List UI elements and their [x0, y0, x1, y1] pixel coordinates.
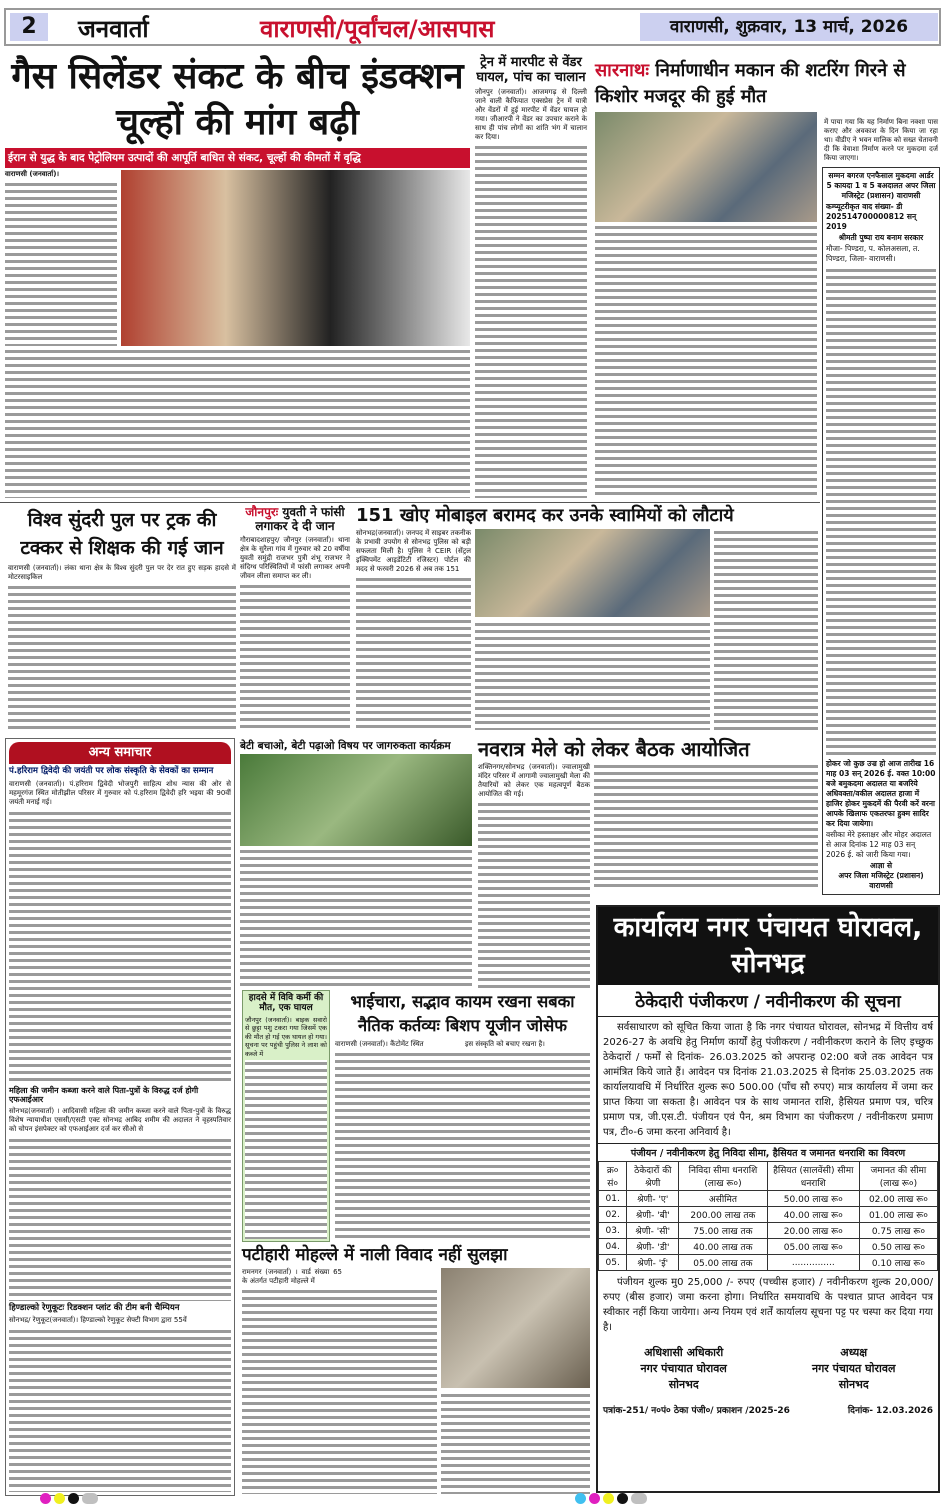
jaunpur-kicker: जौनपुरः — [245, 505, 279, 519]
bishop-lead-2: इस संस्कृति को बचाए रखना है। — [465, 1040, 545, 1048]
lead-body-columns — [5, 348, 470, 498]
mobile-story — [356, 506, 818, 730]
registration-marks-left — [40, 1489, 101, 1508]
sarnath-side-text: में पाया गया कि यह निर्माण बिना नक्शा पास कराए और अवकाश के दिन किया जा रहा था। वीडीए ने भवन मालिक को सख्त चेतावनी दी कि वेवाशा निर्माण करने पर मुकदमा दर्ज किया जाएगा। — [824, 118, 938, 162]
registration-marks-center — [575, 1489, 650, 1508]
other-news-headline-3: हिण्डाल्को रेणुकूटः रिडक्शन प्लांट की टीम बनी चैम्पियन — [9, 1302, 180, 1313]
col-sno: क्र० सं० — [599, 1162, 627, 1191]
divider — [0, 502, 820, 503]
notice-date: दिनांक- 12.03.2026 — [847, 1406, 933, 1416]
patihari-lead: रामनगर (जनवार्ता) । वार्ड संख्या 65 के अंतर्गत पटीहारी मोहल्ले में — [242, 1267, 342, 1285]
other-news-lead-3: सोनभद्र/ रेणुकूट(जनवार्ता)। हिण्डाल्को रेणुकूट सेफ्टी विभाग द्वारा 55वें — [9, 1316, 187, 1325]
table-row: 05. श्रेणी- 'ई' 05.00 लाख तक ............... 0.10 लाख रू० — [599, 1255, 938, 1271]
col-security: जमानत की सीमा (लाख रू०) — [859, 1162, 937, 1191]
patihari-body — [242, 1288, 437, 1494]
bishop-body — [335, 1051, 590, 1242]
issue-date: वाराणसी, शुक्रवार, 13 मार्च, 2026 — [640, 13, 938, 41]
notice-fee-text: पंजीयन शुल्क मु0 25,000 /- रुपए (पच्चीस हजार) / नवीनीकरण शुल्क 20,000/ रुपए (बीस हजार) जमा करना होगा। निर्धारित समयावधि के पश्चात प्राप्त आवेदन पत्र स्वीकार नहीं किया जायेगा। अन्य नियम एवं शर्तें कार्यालय सूचना पट्ट पर चस्पा कर दिया गया है। — [603, 1277, 933, 1333]
bridge-body — [8, 584, 236, 730]
mobile-lead: सोनभद्र(जनवार्ता)। जनपद में साइबर तकनीक के प्रभावी उपयोग से सोनभद्र पुलिस को बड़ी सफलता मिली है। पुलिस ने CEIR (सेंट्रल इक्विपमेंट आइडेंटिटी रजिस्टर) पोर्टल की मदद से फरवरी 2026 से अब तक 151 — [356, 528, 471, 573]
tender-notice — [596, 905, 940, 1493]
bridge-story — [8, 506, 236, 730]
table-row: 02. श्रेणी- 'बी' 200.00 लाख तक 40.00 लाख रू० 01.00 लाख रू० — [599, 1207, 938, 1223]
beti-story — [240, 740, 472, 986]
train-story — [475, 56, 587, 498]
train-body — [475, 144, 587, 498]
bishop-story — [335, 990, 590, 1242]
col-tender-limit: निविदा सीमा धनराशि (लाख रू०) — [679, 1162, 768, 1191]
other-news-headline-2: महिला की जमीन कब्जा करने वाले पिता-पुत्रों के विरुद्ध दर्ज होगी एफआईआर — [9, 1085, 199, 1104]
signature-chairman: अध्यक्ष नगर पंचायत घोरावल सोनभद — [811, 1346, 896, 1391]
mobile-headline: 151 खोए मोबाइल बरामद कर उनके स्वामियों को लौटाये — [356, 505, 734, 526]
col-category: ठेकेदारों की श्रेणी — [627, 1162, 679, 1191]
lead-story — [5, 54, 470, 498]
notice-table-title: पंजीयन / नवीनीकरण हेतु निविदा सीमा, हैसियत व जमानत धनराशि का विवरण — [598, 1143, 938, 1161]
summons-title: सम्मन बगरज एनफैसाल मुकदमा आर्डर 5 कायदा 1 व 5 बअदालत अपर जिला मजिस्ट्रेट (प्रशासन) वाराणसी — [826, 171, 936, 200]
signature-executive-officer: अधिशासी अधिकारी नगर पंचायात घोरावल सोनभद — [640, 1346, 727, 1391]
beti-event-photo — [240, 754, 472, 846]
other-news-body-3 — [9, 1328, 231, 1492]
other-news-lead-2: सोनभद्र(जनवार्ता) । आदिवासी महिला की जमीन कब्जा करने वाले पिता-पुत्रों के विरुद्ध विशेष न्यायाधीश एससी/एसटी एक्ट सोनभद्र आबिद शमीम की अदालत ने वृहस्पतिवार को चोपन इंसपेक्टर को एफआईआर दर्ज कर सीओ से — [9, 1106, 231, 1133]
col-solvency: हैसियत (सालवेंसी) सीमा धनराशि — [767, 1162, 859, 1191]
table-row: 01. श्रेणी- 'ए' असीमित 50.00 लाख रू० 02.00 लाख रू० — [599, 1191, 938, 1207]
tender-table — [598, 1161, 938, 1271]
other-news-box — [5, 738, 235, 1496]
summons-hearing: होकर जो कुछ उज्र हो आज तारीख 16 माह 03 सन् 2026 ई. वक्त 10:00 बजे बमुकदमा अदालत या बजरिये अधिवक्ता/वकील अदालत हाजा में हाजिर होकर मुकदमें की पैरवी करें वरना आपके खिलाफ एकतरफा हुक्म सादिर कर दिया जायेगा। — [826, 759, 936, 828]
navratri-lead: शक्तिनगर/सोनभद्र (जनवार्ता)। ज्वालामुखी मंदिर परिसर में आगामी ज्वालामुखी मेला की तैयारियों को लेकर एक महत्वपूर्ण बैठक आयोजित की गई। — [478, 763, 590, 798]
bridge-headline: विश्व सुंदरी पुल पर ट्रक की टक्कर से शिक्षक की गई जान — [20, 509, 224, 559]
section-title: वाराणसी/पूर्वांचल/आसपास — [260, 15, 495, 43]
beti-body — [240, 848, 472, 986]
accident-body — [245, 1060, 327, 1239]
jaunpur-headline: युवती ने फांसी लगाकर दे दी जान — [255, 505, 345, 533]
summons-parties: श्रीमती पुष्पा राय बनाम सरकार — [838, 233, 924, 242]
train-headline: ट्रेन में मारपीट से वेंडर घायल, पांच का चालान — [476, 55, 586, 85]
sarnath-headline-text: निर्माणाधीन मकान की शटरिंग गिरने से किशोर मजदूर की हुई मौत — [595, 60, 906, 107]
sarnath-photo — [595, 112, 817, 222]
summons-sign-1: आज्ञा से — [869, 861, 893, 870]
summons-case: कम्प्यूटरीकृत वाद संख्या- डी 202514700000812 सन् 2019 — [826, 202, 917, 231]
summons-body — [826, 267, 936, 756]
table-row: 03. श्रेणी- 'सी' 75.00 लाख तक 20.00 लाख रू० 0.75 लाख रू० — [599, 1223, 938, 1239]
brand-name: जनवार्ता — [78, 15, 149, 43]
summons-closing: वसीका मेरे हस्ताक्षर और मोहर अदालत से आज दिनांक 12 माह 03 सन् 2026 ई. को जारी किया गया। — [826, 830, 932, 859]
navratri-body-2 — [594, 763, 818, 891]
mobile-body-3 — [714, 529, 818, 730]
table-row: 04. श्रेणी- 'डी' 40.00 लाख तक 05.00 लाख रू० 0.50 लाख रू० — [599, 1239, 938, 1255]
lead-body — [5, 181, 117, 346]
mobile-body-2 — [475, 621, 710, 730]
summons-sign-3: वाराणसी — [869, 881, 893, 890]
page-number: 2 — [10, 13, 48, 41]
jaunpur-story — [240, 506, 350, 730]
patihari-body-2 — [441, 1392, 590, 1494]
other-news-body-2 — [9, 1137, 231, 1301]
other-news-headline-1: पं.हरिराम द्विवेदी की जयंती पर लोक संस्कृति के सेवकों का सम्मान — [9, 766, 214, 776]
beti-headline: बेटी बचाओ, बेटी पढ़ाओ विषय पर जागरुकता कार्यक्रम — [240, 740, 451, 752]
navratri-body — [478, 801, 590, 988]
other-news-title: अन्य समाचार — [9, 742, 231, 764]
accident-headline: हादसे में विवि कर्मी की मौत, एक घायल — [248, 993, 324, 1014]
jaunpur-body — [240, 583, 350, 730]
sarnath-kicker: सारनाथः — [595, 60, 649, 81]
accident-box — [242, 990, 330, 1242]
drain-photo — [441, 1268, 590, 1388]
lead-subhead: ईरान से युद्ध के बाद पेट्रोलियम उत्पादों की आपूर्ति बाधित से संकट, चूल्हों की कीमतों में वृद्धि — [5, 148, 470, 168]
bishop-lead: वाराणसी (जनवार्ता)। कैंटोमेंट स्थित — [335, 1040, 424, 1048]
notice-reference: पत्रांक-251/ न०पं० ठेका पंजी०/ प्रकाशन /2025-26 — [603, 1406, 790, 1416]
summons-place: मौजा- पिण्डरा, प. कोलअसला, त. पिण्डरा, जिला- वाराणसी। — [826, 244, 920, 263]
mobile-handover-photo — [475, 529, 710, 617]
train-lead: जौनपुर (जनवार्ता)। आजमगढ़ से दिल्ली जाने वाली कैफियात एक्सप्रेस ट्रेन में यात्री और वेंडरों में हुई मारपीट में वेंडर घायल हो गया। जीआरपी ने वेंडर का उपचार कराने के साथ ही पांच लोगों का शांति भंग में चालान कर दिया। — [475, 87, 587, 141]
jaunpur-lead: गौराबादशाहपुर/ जौनपुर (जनवार्ता)। थाना क्षेत्र के सुरैला गांव में गुरुवार को 20 वर्षीया युवती समुंद्री राजभर पुत्री शंभू राजभर ने संदिग्ध परिस्थितियों में फांसी लगाकर अपनी जीवन लीला समाप्त कर ली। — [240, 535, 350, 580]
cylinders-induction-photo — [121, 170, 470, 346]
other-news-lead-1: वाराणसी (जनवार्ता)। पं.हरिराम द्विवेदी भोजपुरी साहित्य शोध न्यास की ओर से महमूरगंज स्थित मोतीझील परिसर में गुरुवार को पं.हरिराम द्विवेदी हरि भइया की 90वीं जयंती मनाई गई। — [9, 779, 231, 806]
bridge-lead: वाराणसी (जनवार्ता)। लंका थाना क्षेत्र के विश्व सुंदरी पुल पर देर रात हुए सड़क हादसे में मोटरसाइकिल — [8, 564, 236, 581]
notice-body: सर्वसाधारण को सूचित किया जाता है कि नगर पंचायत घोरावल, सोनभद्र में वित्तीय वर्ष 2026-27 के अवधि हेतु निर्माण कार्यों हेतु पंजीकरण / नवीनीकरण कराने के लिए इच्छुक ठेकेदारों / फर्मों से दिनांक- 26.03.2025 को अपरान्ह 02:00 बजे तक आवेदन पत्र आमंत्रित किये जाते हैं। आवेदन पत्र दिनांक 21.03.2025 से दिनांक 25.03.2025 तक कार्यालयावधि में निर्धारित शुल्क रू0 500.00 (पाँच सौ रुपए) मात्र कार्यालय में जमा कर प्राप्त किया जा सकता है। आवेदन पत्र के साथ जमानत राशि, हैसियत प्रमाण पत्र, चरित्र प्रमाण पत्र, जी.एस.टी. पंजीयन एवं पैन, श्रम विभाग का पंजीकरण / नवीनीकरण प्रमाण पत्र, टी०-6 जमा करना अनिवार्य है। — [603, 1022, 933, 1138]
patihari-story — [242, 1246, 590, 1494]
accident-lead: जौनपुर (जनवार्ता)। बाइक सवारो से छुट्टा पशु टकरा गया जिसमें एक की मौत हो गई एक घायल हो गया। सूचना पर पहुंची पुलिस ने लाश को कब्जे में — [245, 1015, 327, 1058]
navratri-headline: नवरात्र मेले को लेकर बैठक आयोजित — [478, 737, 750, 761]
patihari-headline: पटीहारी मोहल्ले में नाली विवाद नहीं सुलझा — [242, 1245, 508, 1265]
bishop-headline: भाईचारा, सद्भाव कायम रखना सबका नैतिक कर्तव्यः बिशप यूजीन जोसेफ — [350, 992, 575, 1035]
summons-notice — [822, 167, 940, 895]
sarnath-headline — [595, 58, 940, 110]
other-news-body-1 — [9, 810, 231, 1083]
lead-headline: गैस सिलेंडर संकट के बीच इंडक्शन चूल्हों की मांग बढ़ी — [11, 56, 464, 143]
table-header — [599, 1162, 938, 1191]
summons-sign-2: अपर जिला मजिस्ट्रेट (प्रशासन) — [838, 871, 924, 880]
notice-title: ठेकेदारी पंजीकरण / नवीनीकरण की सूचना — [598, 985, 938, 1017]
lead-dateline: वाराणसी (जनवार्ता)। — [5, 170, 60, 178]
notice-office: कार्यालय नगर पंचायत घोरावल, सोनभद्र — [598, 907, 938, 985]
sarnath-body — [595, 224, 817, 498]
mobile-body — [356, 576, 471, 730]
right-column — [822, 118, 940, 895]
